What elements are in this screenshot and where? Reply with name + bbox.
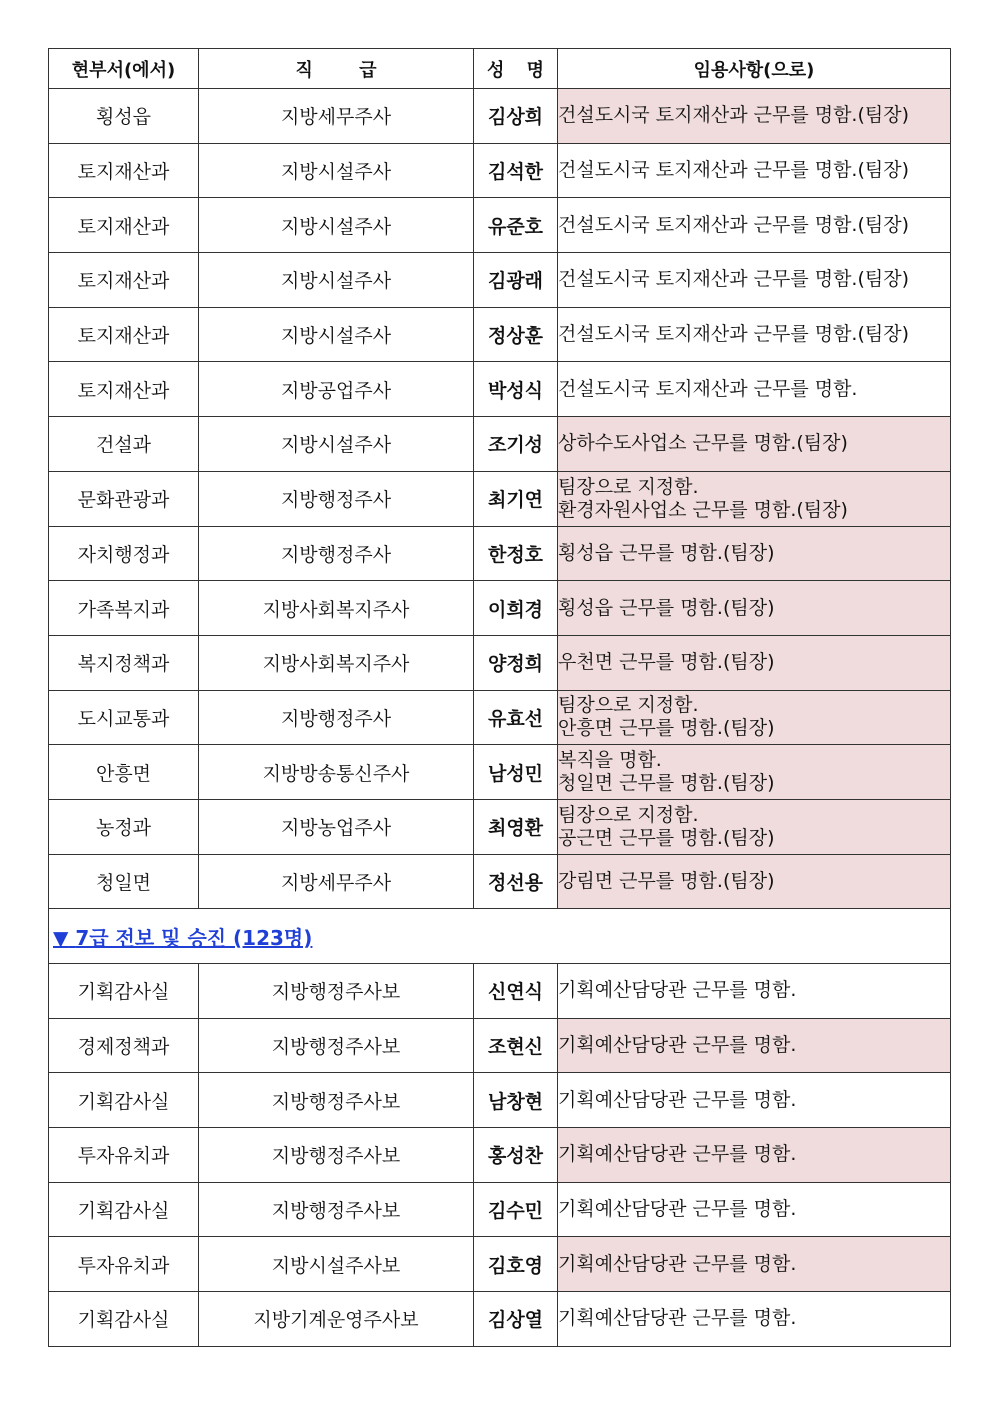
header-appointment: 임용사항(으로) <box>558 49 951 89</box>
table-row <box>49 526 951 581</box>
appointment-line: 기획예산담당관 근무를 명함. <box>558 1198 797 1221</box>
cell-appointment <box>558 362 951 417</box>
cell-grade: 지방시설주사 <box>199 417 474 472</box>
cell-name: 김석한 <box>474 143 558 198</box>
section-link[interactable] <box>53 926 312 950</box>
cell-grade: 지방행정주사보 <box>199 1182 474 1237</box>
cell-appointment <box>558 526 951 581</box>
cell-from-department: 도시교통과 <box>49 690 199 745</box>
cell-from-department: 투자유치과 <box>49 1128 199 1183</box>
cell-from-department: 토지재산과 <box>49 198 199 253</box>
cell-name: 정선용 <box>474 854 558 909</box>
cell-from-department: 안흥면 <box>49 745 199 800</box>
cell-grade: 지방행정주사보 <box>199 1128 474 1183</box>
table-row <box>49 1128 951 1183</box>
cell-appointment <box>558 307 951 362</box>
appointment-line: 팀장으로 지정함. <box>558 694 699 717</box>
table-row <box>49 1237 951 1292</box>
appointment-line: 횡성읍 근무를 명함.(팀장) <box>558 596 775 619</box>
table-row <box>49 690 951 745</box>
appointment-line: 기획예산담당관 근무를 명함. <box>558 1034 797 1057</box>
section-row <box>49 909 951 964</box>
appointment-line: 공근면 근무를 명함.(팀장) <box>558 826 775 849</box>
section-title: 7급 전보 및 승진 (123명) <box>75 925 313 950</box>
cell-name: 박성식 <box>474 362 558 417</box>
cell-name: 홍성찬 <box>474 1128 558 1183</box>
appointment-line: 건설도시국 토지재산과 근무를 명함.(팀장) <box>558 104 910 127</box>
cell-from-department: 기획감사실 <box>49 1292 199 1347</box>
table-row <box>49 253 951 308</box>
table-row <box>49 307 951 362</box>
cell-name: 조기성 <box>474 417 558 472</box>
cell-grade: 지방기계운영주사보 <box>199 1292 474 1347</box>
cell-name: 최기연 <box>474 471 558 526</box>
appointment-line: 건설도시국 토지재산과 근무를 명함. <box>558 377 858 400</box>
cell-name: 남창현 <box>474 1073 558 1128</box>
table-row <box>49 964 951 1019</box>
cell-name: 정상훈 <box>474 307 558 362</box>
table-row <box>49 635 951 690</box>
cell-from-department: 복지정책과 <box>49 635 199 690</box>
appointment-table <box>48 48 951 1347</box>
table-row <box>49 1182 951 1237</box>
cell-name: 양정희 <box>474 635 558 690</box>
table-row <box>49 89 951 144</box>
cell-grade: 지방행정주사보 <box>199 1073 474 1128</box>
header-grade: 직 급 <box>199 49 474 89</box>
cell-appointment <box>558 1182 951 1237</box>
appointment-line: 기획예산담당관 근무를 명함. <box>558 979 797 1002</box>
triangle-down-icon: ▼ <box>53 925 69 950</box>
table-row <box>49 854 951 909</box>
table-row <box>49 581 951 636</box>
cell-name: 김상열 <box>474 1292 558 1347</box>
cell-grade: 지방행정주사 <box>199 526 474 581</box>
table-body-part1 <box>49 89 951 909</box>
cell-grade: 지방방송통신주사 <box>199 745 474 800</box>
cell-from-department: 토지재산과 <box>49 253 199 308</box>
cell-grade: 지방행정주사 <box>199 690 474 745</box>
cell-from-department: 토지재산과 <box>49 307 199 362</box>
appointment-line: 기획예산담당관 근무를 명함. <box>558 1143 797 1166</box>
cell-appointment <box>558 1128 951 1183</box>
appointment-line: 상하수도사업소 근무를 명함.(팀장) <box>558 432 848 455</box>
table-header-row <box>49 49 951 89</box>
appointment-line: 기획예산담당관 근무를 명함. <box>558 1088 797 1111</box>
cell-from-department: 청일면 <box>49 854 199 909</box>
cell-appointment <box>558 745 951 800</box>
appointment-line: 안흥면 근무를 명함.(팀장) <box>558 717 775 740</box>
cell-grade: 지방농업주사 <box>199 799 474 854</box>
table-row <box>49 1073 951 1128</box>
cell-from-department: 문화관광과 <box>49 471 199 526</box>
table-row <box>49 1292 951 1347</box>
cell-appointment <box>558 1073 951 1128</box>
cell-grade: 지방행정주사보 <box>199 1018 474 1073</box>
cell-from-department: 기획감사실 <box>49 1182 199 1237</box>
cell-from-department: 횡성읍 <box>49 89 199 144</box>
cell-from-department: 기획감사실 <box>49 1073 199 1128</box>
appointment-line: 건설도시국 토지재산과 근무를 명함.(팀장) <box>558 159 910 182</box>
cell-grade: 지방시설주사 <box>199 253 474 308</box>
cell-name: 남성민 <box>474 745 558 800</box>
cell-appointment <box>558 471 951 526</box>
section-body <box>49 909 951 964</box>
table-row <box>49 198 951 253</box>
section-cell <box>49 909 951 964</box>
cell-from-department: 토지재산과 <box>49 143 199 198</box>
appointment-line: 기획예산담당관 근무를 명함. <box>558 1307 797 1330</box>
cell-name: 유준호 <box>474 198 558 253</box>
cell-appointment <box>558 1237 951 1292</box>
cell-appointment <box>558 417 951 472</box>
header-from: 현부서(에서) <box>49 49 199 89</box>
appointment-line: 복직을 명함. <box>558 749 662 772</box>
cell-from-department: 투자유치과 <box>49 1237 199 1292</box>
cell-appointment <box>558 89 951 144</box>
cell-appointment <box>558 635 951 690</box>
cell-appointment <box>558 1292 951 1347</box>
cell-name: 한정호 <box>474 526 558 581</box>
table-row <box>49 799 951 854</box>
cell-grade: 지방세무주사 <box>199 854 474 909</box>
table-row <box>49 1018 951 1073</box>
cell-from-department: 기획감사실 <box>49 964 199 1019</box>
cell-grade: 지방행정주사보 <box>199 964 474 1019</box>
cell-appointment <box>558 799 951 854</box>
cell-from-department: 농정과 <box>49 799 199 854</box>
cell-name: 김수민 <box>474 1182 558 1237</box>
cell-name: 이희경 <box>474 581 558 636</box>
cell-appointment <box>558 143 951 198</box>
cell-appointment <box>558 964 951 1019</box>
cell-from-department: 경제정책과 <box>49 1018 199 1073</box>
appointment-line: 횡성읍 근무를 명함.(팀장) <box>558 541 775 564</box>
appointment-line: 청일면 근무를 명함.(팀장) <box>558 772 775 795</box>
cell-name: 조현신 <box>474 1018 558 1073</box>
table-row <box>49 471 951 526</box>
cell-grade: 지방시설주사 <box>199 143 474 198</box>
table-row <box>49 745 951 800</box>
cell-grade: 지방시설주사 <box>199 198 474 253</box>
cell-name: 유효선 <box>474 690 558 745</box>
appointment-line: 건설도시국 토지재산과 근무를 명함.(팀장) <box>558 323 910 346</box>
cell-appointment <box>558 854 951 909</box>
appointment-line: 강림면 근무를 명함.(팀장) <box>558 869 775 892</box>
header-name: 성 명 <box>474 49 558 89</box>
appointment-line: 환경자원사업소 근무를 명함.(팀장) <box>558 498 848 521</box>
cell-grade: 지방시설주사 <box>199 307 474 362</box>
appointment-line: 우천면 근무를 명함.(팀장) <box>558 651 775 674</box>
cell-grade: 지방사회복지주사 <box>199 635 474 690</box>
cell-name: 신연식 <box>474 964 558 1019</box>
table-row <box>49 362 951 417</box>
cell-grade: 지방공업주사 <box>199 362 474 417</box>
cell-name: 김호영 <box>474 1237 558 1292</box>
appointment-line: 기획예산담당관 근무를 명함. <box>558 1252 797 1275</box>
cell-name: 최영환 <box>474 799 558 854</box>
cell-grade: 지방사회복지주사 <box>199 581 474 636</box>
cell-from-department: 건설과 <box>49 417 199 472</box>
cell-grade: 지방시설주사보 <box>199 1237 474 1292</box>
cell-name: 김상희 <box>474 89 558 144</box>
cell-from-department: 가족복지과 <box>49 581 199 636</box>
cell-grade: 지방세무주사 <box>199 89 474 144</box>
cell-appointment <box>558 1018 951 1073</box>
appointment-line: 건설도시국 토지재산과 근무를 명함.(팀장) <box>558 213 910 236</box>
cell-from-department: 토지재산과 <box>49 362 199 417</box>
cell-appointment <box>558 198 951 253</box>
appointment-line: 팀장으로 지정함. <box>558 803 699 826</box>
cell-name: 김광래 <box>474 253 558 308</box>
appointment-line: 팀장으로 지정함. <box>558 475 699 498</box>
cell-appointment <box>558 581 951 636</box>
appointment-line: 건설도시국 토지재산과 근무를 명함.(팀장) <box>558 268 910 291</box>
cell-grade: 지방행정주사 <box>199 471 474 526</box>
cell-appointment <box>558 690 951 745</box>
table-row <box>49 143 951 198</box>
cell-appointment <box>558 253 951 308</box>
table-body-part2 <box>49 964 951 1347</box>
table-row <box>49 417 951 472</box>
cell-from-department: 자치행정과 <box>49 526 199 581</box>
